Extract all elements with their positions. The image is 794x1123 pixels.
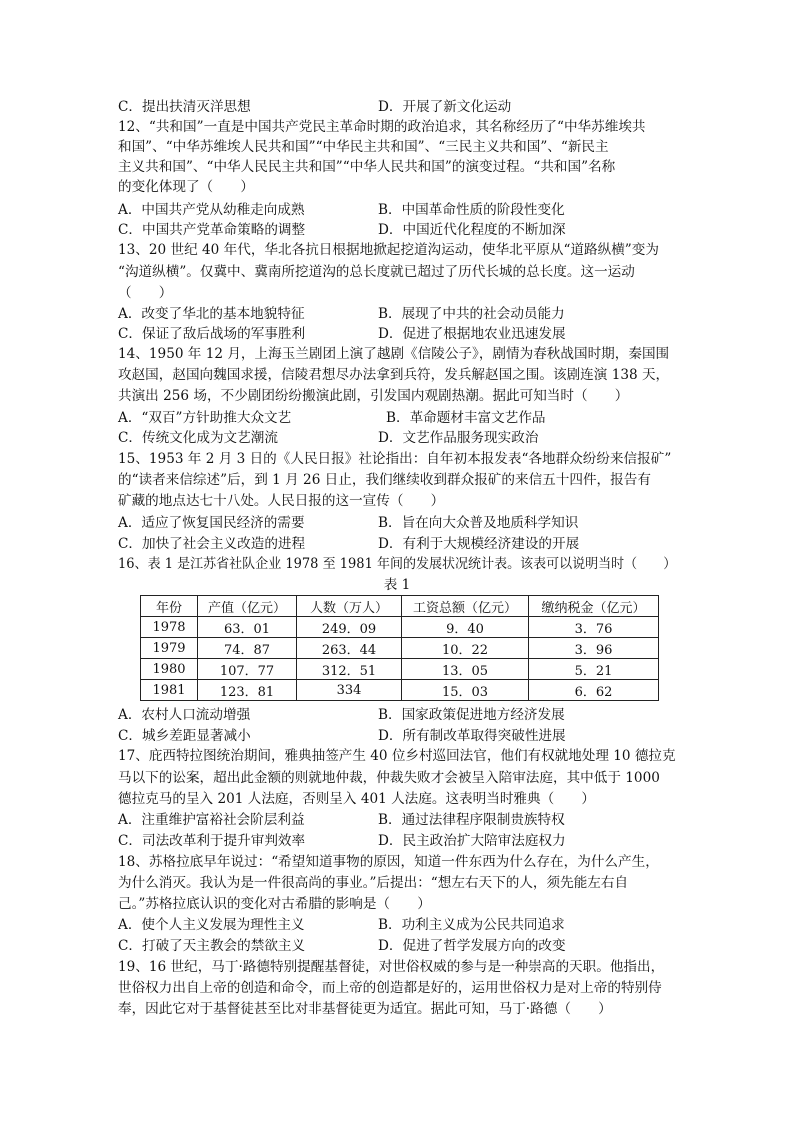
q16-option-d: D．所有制改革取得突破性进展 [378, 728, 566, 744]
q17-option-a: A．注重维护富裕社会阶层利益 [118, 812, 305, 828]
q17-option-b: B．通过法律程序限制贵族特权 [378, 812, 565, 828]
q19-stem-line-2: 世俗权力出自上帝的创造和命令，而上帝的创造都是好的，运用世俗权力是对上帝的特别侍 [118, 980, 662, 996]
q18-stem-line-3: 己。”苏格拉底认识的变化对古希腊的影响是（ ） [118, 896, 431, 912]
table-header-cell: 人数（万人） [297, 596, 402, 617]
q15-stem-line-1: 15、1953 年 2 月 3 日的《人民日报》社论指出：自年初本报发表“各地群众纷纷来信报矿” [118, 451, 672, 467]
q14-option-d: D．文艺作品服务现实政治 [378, 430, 539, 446]
table-cell: 1981 [141, 680, 198, 701]
q18-stem-line-2: 为什么消灭。我认为是一件很高尚的事业。”后提出：“想左右天下的人，须先能左右自 [118, 875, 629, 891]
table-cell: 1980 [141, 659, 198, 680]
q15-stem-line-3: 矿藏的地点达七十八处。人民日报的这一宣传（ ） [118, 493, 445, 509]
q18-option-c: C．打破了天主教会的禁欲主义 [118, 938, 306, 954]
q13-option-b: B．展现了中共的社会动员能力 [378, 306, 565, 322]
q16-option-a: A．农村人口流动增强 [118, 707, 251, 723]
table-cell: 63．01 [198, 617, 297, 638]
table-cell: 249．09 [297, 617, 402, 638]
q12-stem-line-1: 12、“共和国”一直是中国共产党民主革命时期的政治追求，其名称经历了“中华苏维埃共 [118, 119, 646, 135]
table-cell: 13．05 [402, 659, 529, 680]
q14-stem-line-2: 攻赵国，赵国向魏国求援，信陵君想尽办法拿到兵符，发兵解赵国之围。该剧连演 138 天， [118, 367, 670, 383]
q18-option-b: B．功利主义成为公民共同追求 [378, 917, 565, 933]
q12-option-d: D．中国近代化程度的不断加深 [378, 222, 566, 238]
q13-option-a: A．改变了华北的基本地貌特征 [118, 306, 305, 322]
table-cell: 5．21 [529, 659, 659, 680]
q13-stem-line-1: 13、20 世纪 40 年代，华北各抗日根据地掀起挖道沟运动，使华北平原从“道路纵横”变为 [118, 242, 659, 258]
q15-option-c: C．加快了社会主义改造的进程 [118, 536, 306, 552]
statistics-table [140, 595, 659, 701]
q17-stem-line-1: 17、庇西特拉图统治期间，雅典抽签产生 40 位乡村巡回法官，他们有权就地处理 10 德拉克 [118, 748, 676, 764]
q13-option-c: C．保证了敌后战场的军事胜利 [118, 326, 306, 342]
table-row [141, 680, 659, 701]
q17-stem-line-3: 德拉克马的呈入 201 人法庭，否则呈入 401 人法庭。这表明当时雅典（ ） [118, 791, 595, 807]
q13-stem-line-2: “沟道纵横”。仅冀中、冀南所挖道沟的总长度就已超过了历代长城的总长度。这一运动 [118, 264, 635, 280]
q14-option-b: B．革命题材丰富文艺作品 [386, 410, 546, 426]
q19-stem-line-1: 19、16 世纪，马丁·路德特别提醒基督徒，对世俗权威的参与是一种崇高的天职。他指出， [118, 959, 665, 975]
table-cell: 3．96 [529, 638, 659, 659]
q15-option-d: D．有利于大规模经济建设的开展 [378, 536, 580, 552]
table-cell: 10．22 [402, 638, 529, 659]
q11-option-c: C．提出扶清灭洋思想 [118, 99, 251, 115]
table-header-cell: 缴纳税金（亿元） [529, 596, 659, 617]
table-caption: 表 1 [383, 577, 411, 593]
table-cell: 1979 [141, 638, 198, 659]
table-header-cell: 工资总额（亿元） [402, 596, 529, 617]
q15-option-a: A．适应了恢复国民经济的需要 [118, 515, 305, 531]
q17-stem-line-2: 马以下的讼案，超出此金额的则就地仲裁，仲裁失败才会被呈入陪审法庭，其中低于 1000 [118, 770, 660, 786]
q12-stem-line-4: 的变化体现了（ ） [118, 179, 254, 195]
table-cell: 15．03 [402, 680, 529, 701]
table-cell: 334 [297, 680, 402, 701]
q17-option-d: D．民主政治扩大陪审法庭权力 [378, 833, 566, 849]
q12-stem-line-3: 主义共和国”、“中华人民民主共和国”“中华人民共和国”的演变过程。“共和国”名称 [118, 159, 616, 175]
q14-option-c: C．传统文化成为文艺潮流 [118, 430, 278, 446]
q12-option-c: C．中国共产党革命策略的调整 [118, 222, 306, 238]
q12-option-a: A．中国共产党从幼稚走向成熟 [118, 202, 305, 218]
q15-stem-line-2: 的“读者来信综述”后，到 1 月 26 日止，我们继续收到群众报矿的来信五十四件，报告有 [118, 472, 651, 488]
table-cell: 107．77 [198, 659, 297, 680]
q16-stem-line-1: 16、表 1 是江苏省社队企业 1978 至 1981 年间的发展状况统计表。该表可以说明当时（ ） [118, 556, 677, 572]
table-cell: 263．44 [297, 638, 402, 659]
table-header-cell: 产值（亿元） [198, 596, 297, 617]
q14-stem-line-3: 共演出 256 场，不少剧团纷纷搬演此剧，引发国内观剧热潮。据此可知当时（ ） [118, 388, 629, 404]
q16-option-b: B．国家政策促进地方经济发展 [378, 707, 565, 723]
q11-option-d: D．开展了新文化运动 [378, 99, 512, 115]
table-cell: 3．76 [529, 617, 659, 638]
table-cell: 9．40 [402, 617, 529, 638]
q18-stem-line-1: 18、苏格拉底早年说过：“希望知道事物的原因，知道一件东西为什么存在，为什么产生， [118, 854, 659, 870]
table-row [141, 617, 659, 638]
table-cell: 1978 [141, 617, 198, 638]
table-row [141, 638, 659, 659]
q18-option-a: A．使个人主义发展为理性主义 [118, 917, 305, 933]
q14-stem-line-1: 14、1950 年 12 月，上海玉兰剧团上演了越剧《信陵公子》，剧情为春秋战国时期，秦国围 [118, 346, 670, 362]
q18-option-d: D．促进了哲学发展方向的改变 [378, 938, 566, 954]
q13-stem-line-3: （ ） [118, 285, 173, 301]
table-cell: 312．51 [297, 659, 402, 680]
table-row [141, 659, 659, 680]
table-cell: 74．87 [198, 638, 297, 659]
q16-option-c: C．城乡差距显著减小 [118, 728, 251, 744]
q14-option-a: A．“双百”方针助推大众文艺 [118, 410, 292, 426]
q19-stem-line-3: 奉，因此它对于基督徒甚至比对非基督徒更为适宜。据此可知，马丁·路德（ ） [118, 1001, 612, 1017]
table-cell: 123．81 [198, 680, 297, 701]
table-cell: 6．62 [529, 680, 659, 701]
q17-option-c: C．司法改革利于提升审判效率 [118, 833, 306, 849]
q12-stem-line-2: 和国”、“中华苏维埃人民共和国”“中华民主共和国”、“三民主义共和国”、“新民主 [118, 139, 609, 155]
q13-option-d: D．促进了根据地农业迅速发展 [378, 326, 566, 342]
q12-option-b: B．中国革命性质的阶段性变化 [378, 202, 565, 218]
table-header-cell: 年份 [141, 596, 198, 617]
q15-option-b: B．旨在向大众普及地质科学知识 [378, 515, 579, 531]
table-header-row [141, 596, 659, 617]
